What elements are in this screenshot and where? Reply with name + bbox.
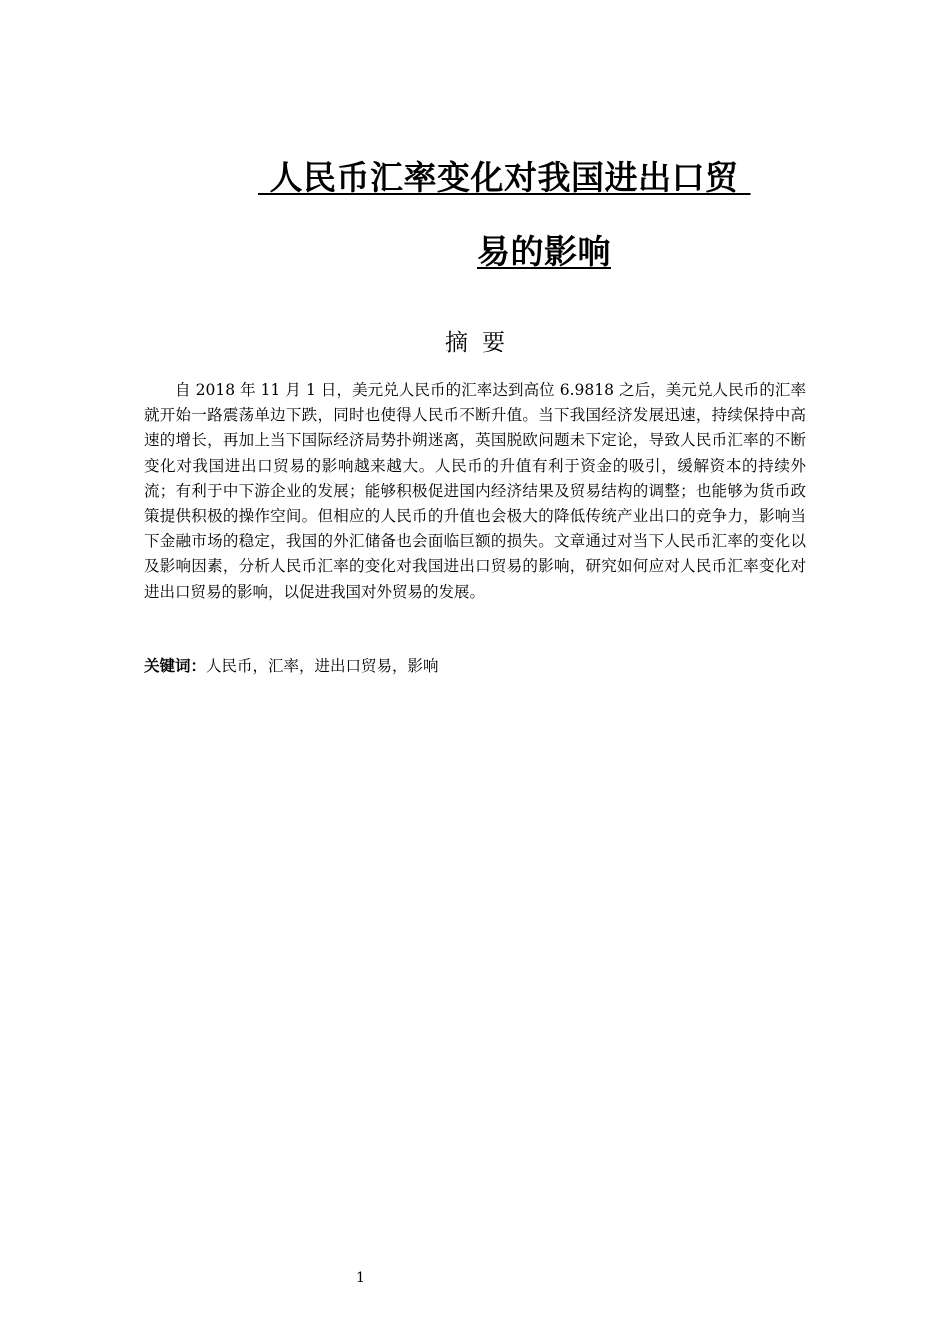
title-line-1-text: 人民币汇率变化对我国进出口贸 bbox=[269, 158, 739, 197]
title-line-2 bbox=[285, 232, 611, 272]
page-number: 1 bbox=[356, 1270, 365, 1286]
abstract-heading: 摘要 bbox=[445, 330, 519, 356]
title-line-1 bbox=[258, 158, 751, 198]
keywords-value: 人民币，汇率，进出口贸易，影响 bbox=[206, 657, 439, 675]
keywords-label: 关键词： bbox=[144, 657, 207, 675]
title-line-2-text: 易的影响 bbox=[477, 232, 611, 271]
abstract-body: 自 2018 年 11 月 1 日，美元兑人民币的汇率达到高位 6.9818 之后，美元兑人民币的汇率就开始一路震荡单边下跌，同时也使得人民币不断升值。当下我国经济发展迅速，持续保持中高速的增长，再加上当下国际经济局势扑朔迷离，英国脱欧问题未下定论，导致人民币汇率的不断变化对我国进出口贸易的影响越来越大。人民币的升值有利于资金的吸引，缓解资本的持续外流；有利于中下游企业的发展；能够积极促进国内经济结果及贸易结构的调整；也能够为货币政策提供积极的操作空间。但相应的人民币的升值也会极大的降低传统产业出口的竞争力，影响当下金融市场的稳定，我国的外汇储备也会面临巨额的损失。文章通过对当下人民币汇率的变化以及影响因素，分析人民币汇率的变化对我国进出口贸易的影响，研究如何应对人民币汇率变化对进出口贸易的影响，以促进我国对外贸易的发展。 bbox=[144, 381, 806, 601]
keywords-line bbox=[144, 654, 439, 679]
